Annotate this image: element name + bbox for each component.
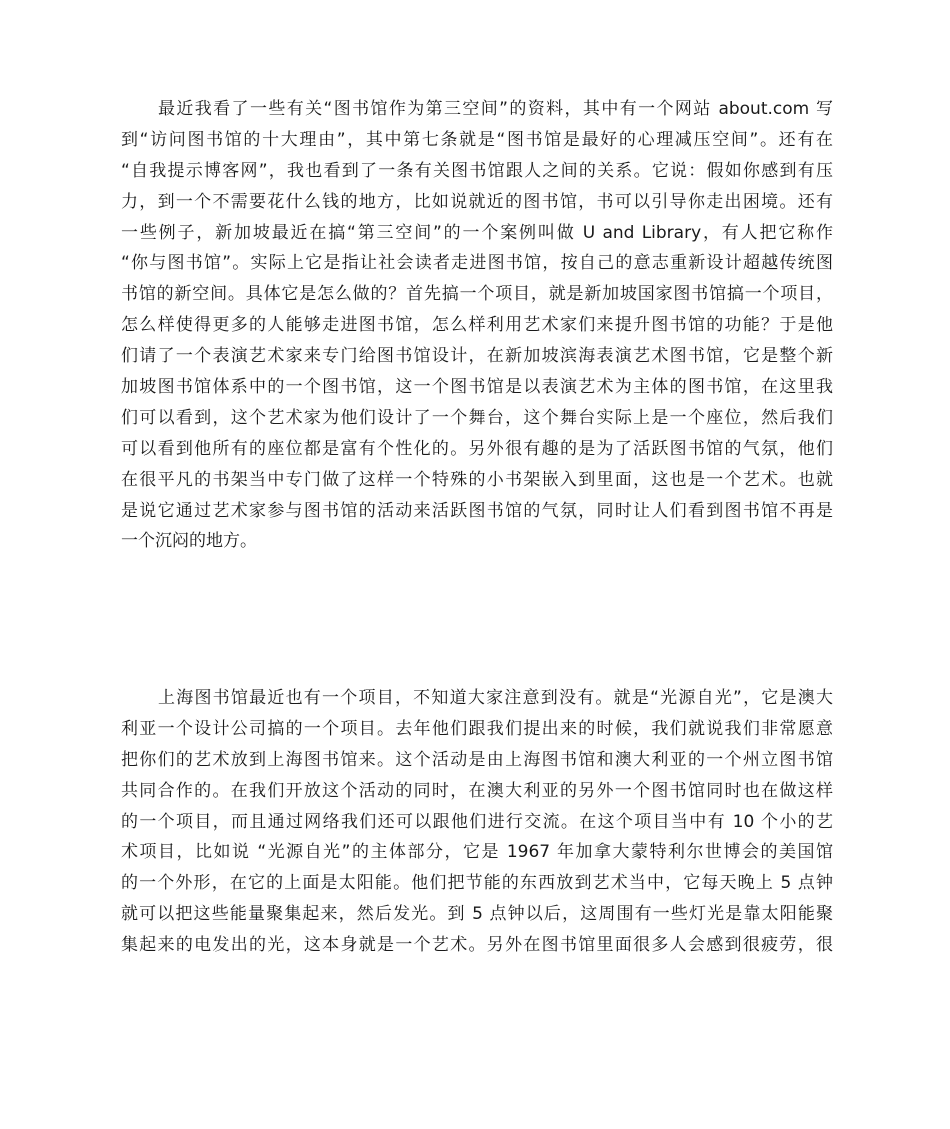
text-line: 加坡图书馆体系中的一个图书馆，这一个图书馆是以表演艺术为主体的图书馆，在这里我 [121,377,833,398]
text-line: 术项目，比如说 “光源自光”的主体部分，它是 1967 年加拿大蒙特利尔世博会的美国馆 [121,842,833,863]
text-line: 把你们的艺术放到上海图书馆来。这个活动是由上海图书馆和澳大利亚的一个州立图书馆 [121,749,833,770]
text-line: 怎么样使得更多的人能够走进图书馆，怎么样利用艺术家们来提升图书馆的功能？于是他 [121,315,833,336]
text-line: 在很平凡的书架当中专门做了这样一个特殊的小书架嵌入到里面，这也是一个艺术。也就 [121,469,833,490]
text-line: 到“访问图书馆的十大理由”，其中第七条就是“图书馆是最好的心理减压空间”。还有在 [121,129,833,150]
text-line: 力，到一个不需要花什么钱的地方，比如说就近的图书馆，书可以引导你走出困境。还有 [121,191,833,212]
text-line: 是说它通过艺术家参与图书馆的活动来活跃图书馆的气氛，同时让人们看到图书馆不再是 [121,500,833,521]
text-line: 上海图书馆最近也有一个项目，不知道大家注意到没有。就是“光源自光”，它是澳大 [158,688,833,708]
text-line-last: 一个沉闷的地方。 [121,531,257,552]
text-line: 最近我看了一些有关“图书馆作为第三空间”的资料，其中有一个网站 about.com 写 [158,99,833,119]
text-line: 一些例子，新加坡最近在搞“第三空间”的一个案例叫做 U and Library，有人把它称作 [121,222,833,243]
paragraph-shanghai-library [121,683,833,961]
text-line: 利亚一个设计公司搞的一个项目。去年他们跟我们提出来的时候，我们就说我们非常愿意 [121,718,833,739]
text-line: 们请了一个表演艺术家来专门给图书馆设计，在新加坡滨海表演艺术图书馆，它是整个新 [121,346,833,367]
text-line: 集起来的电发出的光，这本身就是一个艺术。另外在图书馆里面很多人会感到很疲劳，很 [121,935,833,956]
paragraph-third-space [121,94,833,557]
text-line: 就可以把这些能量聚集起来，然后发光。到 5 点钟以后，这周围有一些灯光是靠太阳能聚 [121,904,833,925]
text-line: 的一个项目，而且通过网络我们还可以跟他们进行交流。在这个项目当中有 10 个小的艺 [121,811,833,832]
text-line: 们可以看到，这个艺术家为他们设计了一个舞台，这个舞台实际上是一个座位，然后我们 [121,407,833,428]
text-line: 书馆的新空间。具体它是怎么做的？首先搞一个项目，就是新加坡国家图书馆搞一个项目， [121,284,833,305]
text-line: 的一个外形，在它的上面是太阳能。他们把节能的东西放到艺术当中，它每天晚上 5 点钟 [121,873,833,894]
text-line: “你与图书馆”。实际上它是指让社会读者走进图书馆，按自己的意志重新设计超越传统图 [121,253,833,274]
text-line: “自我提示博客网”，我也看到了一条有关图书馆跟人之间的关系。它说：假如你感到有压 [121,160,833,181]
text-line: 可以看到他所有的座位都是富有个性化的。另外很有趣的是为了活跃图书馆的气氛，他们 [121,438,833,459]
text-line: 共同合作的。在我们开放这个活动的同时，在澳大利亚的另外一个图书馆同时也在做这样 [121,780,833,801]
